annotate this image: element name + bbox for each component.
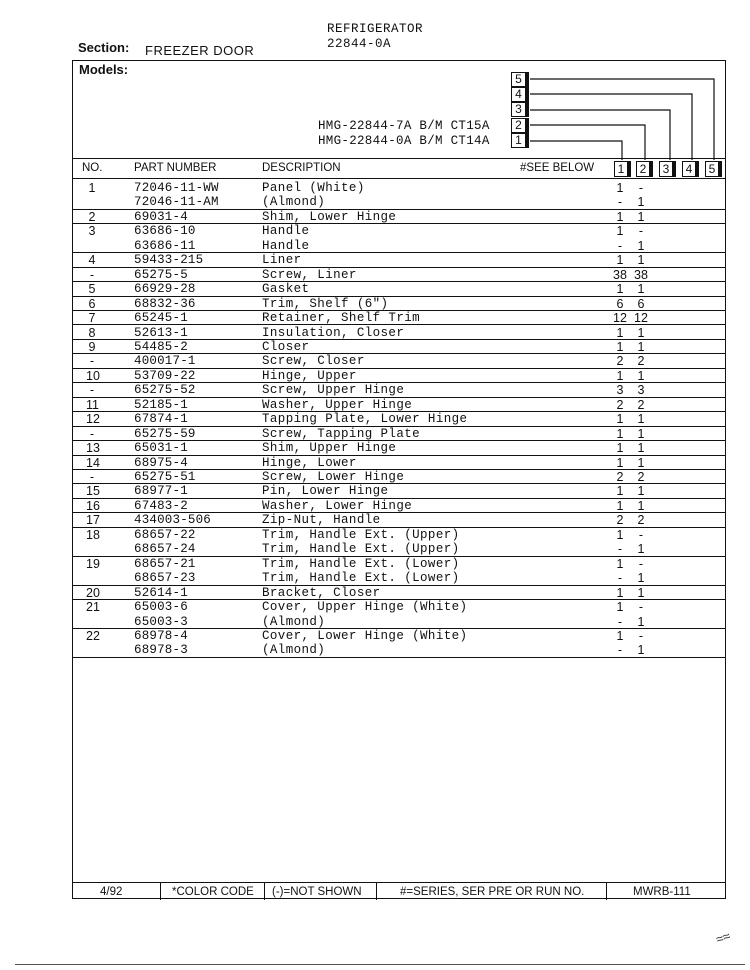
part-group-divider [72, 441, 726, 455]
col-description: DESCRIPTION [262, 162, 341, 174]
header-bottom-rule [72, 178, 726, 179]
qty-series-2: 1 [637, 455, 645, 470]
item-number: 3 [88, 224, 96, 239]
part-group-divider [72, 513, 726, 527]
part-number: 65275-5 [134, 267, 188, 282]
part-group-divider [72, 268, 726, 282]
part-number: 67874-1 [134, 412, 188, 427]
series-box-1: 1 [511, 133, 526, 148]
item-number: 11 [86, 397, 99, 412]
part-description: Insulation, Closer [262, 325, 405, 340]
col-series-1: 1 [614, 161, 628, 177]
part-description: (Almond) [262, 643, 326, 658]
qty-series-2: - [638, 527, 644, 542]
qty-series-1: 12 [613, 311, 627, 326]
part-group-divider [72, 427, 726, 441]
part-group-divider [72, 528, 726, 557]
part-number: 66929-28 [134, 282, 196, 297]
item-number: 15 [86, 484, 100, 499]
series-box-2: 2 [511, 118, 526, 133]
part-group-divider [72, 499, 726, 513]
part-number: 67483-2 [134, 498, 188, 513]
qty-series-1: 1 [616, 426, 624, 441]
part-number: 52614-1 [134, 585, 188, 600]
item-number: 10 [86, 368, 100, 383]
part-number: 68657-24 [134, 542, 196, 557]
part-group-divider [72, 282, 726, 296]
part-description: Gasket [262, 282, 310, 297]
qty-series-1: - [617, 238, 623, 253]
part-group-divider [72, 297, 726, 311]
qty-series-1: 38 [613, 267, 627, 282]
part-group-divider [72, 456, 726, 470]
part-description: Screw, Tapping Plate [262, 426, 421, 441]
part-description: Panel (White) [262, 181, 365, 195]
qty-series-1: 1 [616, 441, 624, 456]
models-label: Models: [79, 62, 129, 77]
part-description: Trim, Handle Ext. (Lower) [262, 556, 460, 571]
qty-series-2: - [638, 556, 644, 571]
handwritten-mark: ≈≈ [713, 928, 733, 947]
part-number: 72046-11-AM [134, 195, 219, 210]
qty-series-2: 1 [637, 585, 645, 600]
part-number: 65003-3 [134, 614, 188, 629]
header-top-rule [72, 158, 726, 159]
part-description: Washer, Lower Hinge [262, 498, 413, 513]
part-description: Shim, Lower Hinge [262, 209, 397, 224]
footer-series-note: #=SERIES, SER PRE OR RUN NO. [400, 886, 585, 898]
qty-series-1: 1 [616, 181, 624, 195]
item-number: 22 [86, 628, 100, 643]
part-number: 65275-59 [134, 426, 196, 441]
qty-series-2: 1 [637, 643, 645, 658]
qty-series-2: 1 [637, 195, 645, 210]
qty-series-1: 1 [616, 455, 624, 470]
part-description: Trim, Handle Ext. (Upper) [262, 542, 460, 557]
part-description: Tapping Plate, Lower Hinge [262, 412, 468, 427]
part-group-divider [72, 210, 726, 224]
qty-series-2: 1 [637, 426, 645, 441]
part-number: 52185-1 [134, 397, 188, 412]
item-number: - [89, 383, 95, 398]
part-number: 68657-23 [134, 571, 196, 586]
part-group-divider [72, 369, 726, 383]
item-number: 21 [86, 600, 100, 615]
part-number: 65275-52 [134, 383, 196, 398]
footer-divider [376, 882, 377, 900]
part-description: Screw, Liner [262, 267, 357, 282]
part-description: Liner [262, 253, 302, 268]
col-no: NO. [82, 162, 103, 174]
part-description: Cover, Lower Hinge (White) [262, 628, 468, 643]
part-group-divider [72, 253, 726, 267]
qty-series-2: 1 [637, 325, 645, 340]
section-label: Section: [78, 40, 130, 55]
part-description: Closer [262, 339, 310, 354]
series-connectors [0, 0, 750, 180]
qty-series-1: 1 [616, 556, 624, 571]
qty-series-2: - [638, 224, 644, 239]
qty-series-2: 1 [637, 484, 645, 499]
part-group-divider [72, 224, 726, 253]
part-number: 69031-4 [134, 209, 188, 224]
part-description: (Almond) [262, 614, 326, 629]
part-group-divider [72, 354, 726, 368]
series-box-3: 3 [511, 102, 526, 117]
qty-series-2: 1 [637, 441, 645, 456]
footer-not-shown: (-)=NOT SHOWN [272, 886, 362, 898]
footer-bar [72, 882, 726, 900]
item-number: 20 [86, 585, 100, 600]
footer-divider [606, 882, 607, 900]
part-group-divider [72, 311, 726, 325]
item-number: - [89, 354, 95, 369]
item-number: 18 [86, 527, 100, 542]
qty-series-2: 1 [637, 542, 645, 557]
part-group-divider [72, 340, 726, 354]
qty-series-2: 1 [637, 412, 645, 427]
footer-divider [264, 882, 265, 900]
part-number: 68832-36 [134, 296, 196, 311]
qty-series-2: 6 [637, 296, 645, 311]
qty-series-1: - [617, 542, 623, 557]
item-number: 1 [88, 181, 96, 195]
qty-series-1: 1 [616, 412, 624, 427]
part-number: 53709-22 [134, 368, 196, 383]
title-line-1: REFRIGERATOR [327, 22, 424, 36]
part-group-divider [72, 470, 726, 484]
item-number: - [89, 470, 95, 484]
qty-series-2: 1 [637, 498, 645, 513]
qty-series-2: 38 [634, 267, 648, 282]
part-description: Cover, Upper Hinge (White) [262, 600, 468, 615]
section-value: FREEZER DOOR [145, 43, 255, 58]
qty-series-1: 1 [616, 498, 624, 513]
qty-series-1: 2 [616, 354, 624, 369]
part-group-divider [72, 181, 726, 210]
qty-series-2: - [638, 628, 644, 643]
qty-series-2: 1 [637, 282, 645, 297]
qty-series-1: 1 [616, 282, 624, 297]
item-number: - [89, 267, 95, 282]
col-series-4: 4 [682, 161, 696, 177]
part-description: Screw, Lower Hinge [262, 470, 405, 484]
qty-series-1: 1 [616, 600, 624, 615]
qty-series-1: 1 [616, 585, 624, 600]
part-description: Pin, Lower Hinge [262, 484, 389, 499]
part-number: 68975-4 [134, 455, 188, 470]
model-line-2: HMG-22844-0A B/M CT14A [318, 134, 490, 148]
title-line-2: 22844-0A [327, 37, 392, 51]
item-number: 16 [86, 498, 100, 513]
part-number: 59433-215 [134, 253, 204, 268]
part-number: 68978-3 [134, 643, 188, 658]
part-description: Washer, Upper Hinge [262, 397, 413, 412]
item-number: 12 [86, 412, 100, 427]
part-number: 52613-1 [134, 325, 188, 340]
part-description: Screw, Closer [262, 354, 365, 369]
qty-series-1: 1 [616, 253, 624, 268]
qty-series-1: - [617, 195, 623, 210]
item-number: 14 [86, 455, 100, 470]
series-box-4: 4 [511, 87, 526, 102]
qty-series-1: - [617, 571, 623, 586]
col-series-3: 3 [659, 161, 673, 177]
item-number: 2 [88, 209, 96, 224]
qty-series-2: - [638, 600, 644, 615]
part-number: 434003-506 [134, 513, 212, 528]
part-group-divider [72, 586, 726, 600]
part-group-divider [72, 557, 726, 586]
part-description: Trim, Handle Ext. (Lower) [262, 571, 460, 586]
part-group-divider [72, 484, 726, 498]
footer-divider [160, 882, 161, 900]
page-bottom-rule [15, 964, 745, 965]
qty-series-1: 3 [616, 383, 624, 398]
part-group-divider [72, 398, 726, 412]
col-series-2: 2 [636, 161, 650, 177]
qty-series-1: 1 [616, 325, 624, 340]
qty-series-2: 3 [637, 383, 645, 398]
col-see-below: #SEE BELOW [520, 162, 595, 174]
qty-series-2: 1 [637, 368, 645, 383]
item-number: 6 [88, 296, 96, 311]
item-number: 19 [86, 556, 100, 571]
qty-series-1: - [617, 614, 623, 629]
qty-series-1: 1 [616, 484, 624, 499]
item-number: 7 [88, 311, 96, 326]
col-part-number: PART NUMBER [134, 162, 217, 174]
part-number: 68978-4 [134, 628, 188, 643]
qty-series-1: 2 [616, 397, 624, 412]
part-description: Hinge, Lower [262, 455, 357, 470]
part-number: 400017-1 [134, 354, 196, 369]
part-description: Hinge, Upper [262, 368, 357, 383]
part-number: 68657-22 [134, 527, 196, 542]
qty-series-2: - [638, 181, 644, 195]
item-number: 8 [88, 325, 96, 340]
part-description: Handle [262, 238, 310, 253]
part-description: Shim, Upper Hinge [262, 441, 397, 456]
part-group-divider [72, 383, 726, 397]
part-number: 63686-10 [134, 224, 196, 239]
qty-series-2: 2 [637, 470, 645, 484]
part-number: 65245-1 [134, 311, 188, 326]
qty-series-1: 2 [616, 513, 624, 528]
part-group-divider [72, 629, 726, 658]
qty-series-2: 1 [637, 614, 645, 629]
qty-series-2: 1 [637, 253, 645, 268]
part-number: 54485-2 [134, 339, 188, 354]
part-description: Bracket, Closer [262, 585, 381, 600]
part-group-divider [72, 600, 726, 629]
part-group-divider [72, 326, 726, 340]
qty-series-1: - [617, 643, 623, 658]
part-number: 68977-1 [134, 484, 188, 499]
qty-series-1: 1 [616, 527, 624, 542]
col-series-5: 5 [705, 161, 719, 177]
part-number: 68657-21 [134, 556, 196, 571]
qty-series-1: 1 [616, 209, 624, 224]
qty-series-2: 2 [637, 397, 645, 412]
item-number: 5 [88, 282, 96, 297]
item-number: 13 [86, 441, 100, 456]
qty-series-1: 6 [616, 296, 624, 311]
footer-color-code: *COLOR CODE [172, 886, 254, 898]
part-description: Trim, Shelf (6") [262, 296, 389, 311]
part-number: 72046-11-WW [134, 181, 219, 195]
qty-series-1: 2 [616, 470, 624, 484]
qty-series-2: 1 [637, 238, 645, 253]
part-description: Screw, Upper Hinge [262, 383, 405, 398]
footer-date: 4/92 [100, 886, 123, 898]
part-description: Retainer, Shelf Trim [262, 311, 421, 326]
qty-series-2: 1 [637, 209, 645, 224]
footer-doc-code: MWRB-111 [633, 886, 691, 898]
qty-series-2: 2 [637, 513, 645, 528]
part-group-divider [72, 412, 726, 426]
item-number: - [89, 426, 95, 441]
qty-series-2: 12 [634, 311, 648, 326]
part-number: 65275-51 [134, 470, 196, 484]
qty-series-2: 1 [637, 571, 645, 586]
part-number: 63686-11 [134, 238, 196, 253]
qty-series-1: 1 [616, 224, 624, 239]
part-description: Trim, Handle Ext. (Upper) [262, 527, 460, 542]
series-box-5: 5 [511, 72, 526, 87]
model-line-1: HMG-22844-7A B/M CT15A [318, 119, 490, 133]
item-number: 4 [88, 253, 96, 268]
part-description: Zip-Nut, Handle [262, 513, 381, 528]
qty-series-1: 1 [616, 339, 624, 354]
item-number: 9 [88, 339, 96, 354]
qty-series-2: 1 [637, 339, 645, 354]
part-number: 65003-6 [134, 600, 188, 615]
part-description: Handle [262, 224, 310, 239]
qty-series-2: 2 [637, 354, 645, 369]
qty-series-1: 1 [616, 628, 624, 643]
part-description: (Almond) [262, 195, 326, 210]
item-number: 17 [86, 513, 100, 528]
qty-series-1: 1 [616, 368, 624, 383]
part-number: 65031-1 [134, 441, 188, 456]
